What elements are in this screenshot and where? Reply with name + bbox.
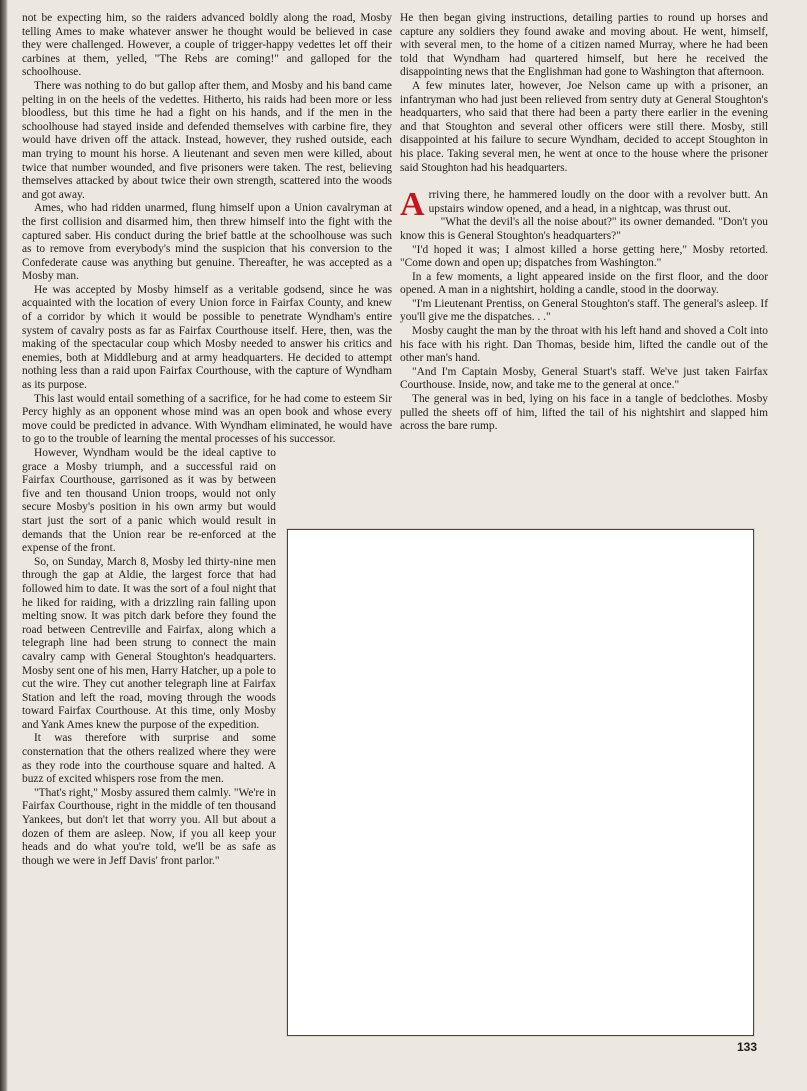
paragraph: "I'm Lieutenant Prentiss, on General Stoughton's staff. The general's asleep. If you'll give me the dispatches. . ."	[400, 297, 768, 324]
paragraph: He was accepted by Mosby himself as a veritable godsend, since he was acquainted with the location of every Union force in Fairfax County, and knew of a corridor by which it would be possible to penetrate Wyndham's entire system of cavalry posts as far as Fairfax Courthouse itself. Here, then, was the making of the spectacular coup which Mosby needed to answer his critics and enemies, both at Middleburg and at army headquarters. He decided to attempt nothing less than a raid upon Fairfax Courthouse, with the capture of Wyndham as its purpose.	[22, 283, 392, 392]
paragraph: This last would entail something of a sacrifice, for he had come to esteem Sir Percy highly as an opponent whose mind was an open book and whose every move could be predicted in advance. With Wyndham eliminated, he would have to go to the trouble of learning the mental processes of his successor.	[22, 392, 392, 446]
paragraph: So, on Sunday, March 8, Mosby led thirty-nine men through the gap at Aldie, the largest force that had followed him to date. It was the sort of a foul night that he liked for raiding, with a drizzling rain falling upon melting snow. It was pitch dark before they found the road between Centreville and Fairfax, along which a telegraph line had been strung to connect the main cavalry camp with General Stoughton's headquarters. Mosby sent one of his men, Harry Hatcher, up a pole to cut the wire. They cut another telegraph line at Fairfax Station and left the road, moving through the woods toward Fairfax Courthouse. At this time, only Mosby and Yank Ames knew the purpose of the expedition.	[22, 555, 276, 731]
page-number: 133	[737, 1040, 758, 1054]
right-column	[400, 12, 768, 434]
paragraph: He then began giving instructions, detailing parties to round up horses and capture any soldiers they found awake and moving about. He went, himself, with several men, to the home of a citizen named Murray, where he had been told that Wyndham had quartered himself, but here he received the disappointing news that the Englishman had gone to Washington that afternoon.	[400, 12, 768, 79]
magazine-page	[22, 12, 787, 1077]
paragraph: not be expecting him, so the raiders advanced boldly along the road, Mosby telling Ames to make whatever answer he thought would be believed in case they were challenged. However, a couple of trigger-happy vedettes let off their carbines at them, yelled, "The Rebs are coming!" and galloped for the schoolhouse.	[22, 12, 392, 79]
paragraph: "I'd hoped it was; I almost killed a horse getting here," Mosby retorted. "Come down and open up; dispatches from Washington."	[400, 243, 768, 270]
paragraph: "That's right," Mosby assured them calmly. "We're in Fairfax Courthouse, right in the middle of ten thousand Yankees, but don't let that worry you. All but about a dozen of them are asleep. Now, if you all keep your heads and do what you're told, we'll be as safe as though we were in Jeff Davis' front parlor."	[22, 786, 276, 867]
paragraph: The general was in bed, lying on his face in a tangle of bedclothes. Mosby pulled the sheets off of him, lifted the tail of his nightshirt and slapped him across the bare rump.	[400, 393, 768, 433]
drop-cap: A	[400, 186, 425, 224]
paragraph: Ames, who had ridden unarmed, flung himself upon a Union cavalryman at the first collision and disarmed him, then threw himself into the fight with the captured saber. His conduct during the brief battle at the schoolhouse was such as to remove from everybody's mind the suspicion that his conversion to the Confederate cause was anything but genuine. Thereafter, he was accepted as a Mosby man.	[22, 202, 392, 283]
paragraph: "What the devil's all the noise about?" its owner demanded. "Don't you know this is General Stoughton's headquarters?"	[400, 216, 768, 242]
paragraph: Mosby caught the man by the throat with his left hand and shoved a Colt into his face with his right. Dan Thomas, beside him, lifted the candle out of the other man's hand.	[400, 325, 768, 365]
paragraph: There was nothing to do but gallop after them, and Mosby and his band came pelting in on the heels of the vedettes. Hitherto, his raids had been more or less bloodless, but this time he had a fight on his hands, and if the men in the schoolhouse had stayed inside and defended themselves with carbine fire, they would have driven off the attack. Instead, however, they rushed outside, each man trying to mount his horse. A lieutenant and seven men were killed, about twice that number wounded, and five prisoners were taken. The rest, believing themselves attacked by about twice their own strength, scattered into the woods and got away.	[22, 79, 392, 201]
paragraph: "And I'm Captain Mosby, General Stuart's staff. We've just taken Fairfax Courthouse. Inside, now, and take me to the general at once."	[400, 365, 768, 392]
section-opening-paragraph	[400, 186, 768, 224]
paragraph: It was therefore with surprise and some consternation that the others realized where they were as they rode into the courthouse square and halted. A buzz of excited whispers rose from the men.	[22, 732, 276, 786]
section-opening-text: rriving there, he hammered loudly on the door with a revolver butt. An upstairs window opened, and a head, in a nightcap, was thrust out.	[428, 189, 768, 215]
paragraph: However, Wyndham would be the ideal captive to grace a Mosby triumph, and a successful raid on Fairfax Courthouse, garrisoned as it was by between five and ten thousand Union troops, would not only secure Mosby's position in his own army but would start just the sort of a panic which would result in demands that the Union rear be re-enforced at the expense of the front.	[22, 447, 276, 555]
paragraph: In a few moments, a light appeared inside on the first floor, and the door opened. A man in a nightshirt, holding a candle, stood in the doorway.	[400, 270, 768, 297]
paragraph: A few minutes later, however, Joe Nelson came up with a prisoner, an infantryman who had just been relieved from sentry duty at General Stoughton's headquarters, who said that there had been a party there earlier in the evening and that Stoughton and several other officers were still there. Mosby, still disappointed at his failure to secure Wyndham, decided to accept Stoughton in his place. Taking several men, he went at once to the house where the prisoner said Stoughton had his headquarters.	[400, 79, 768, 174]
illustration-placeholder	[287, 529, 754, 1036]
binding-edge	[0, 0, 8, 1091]
